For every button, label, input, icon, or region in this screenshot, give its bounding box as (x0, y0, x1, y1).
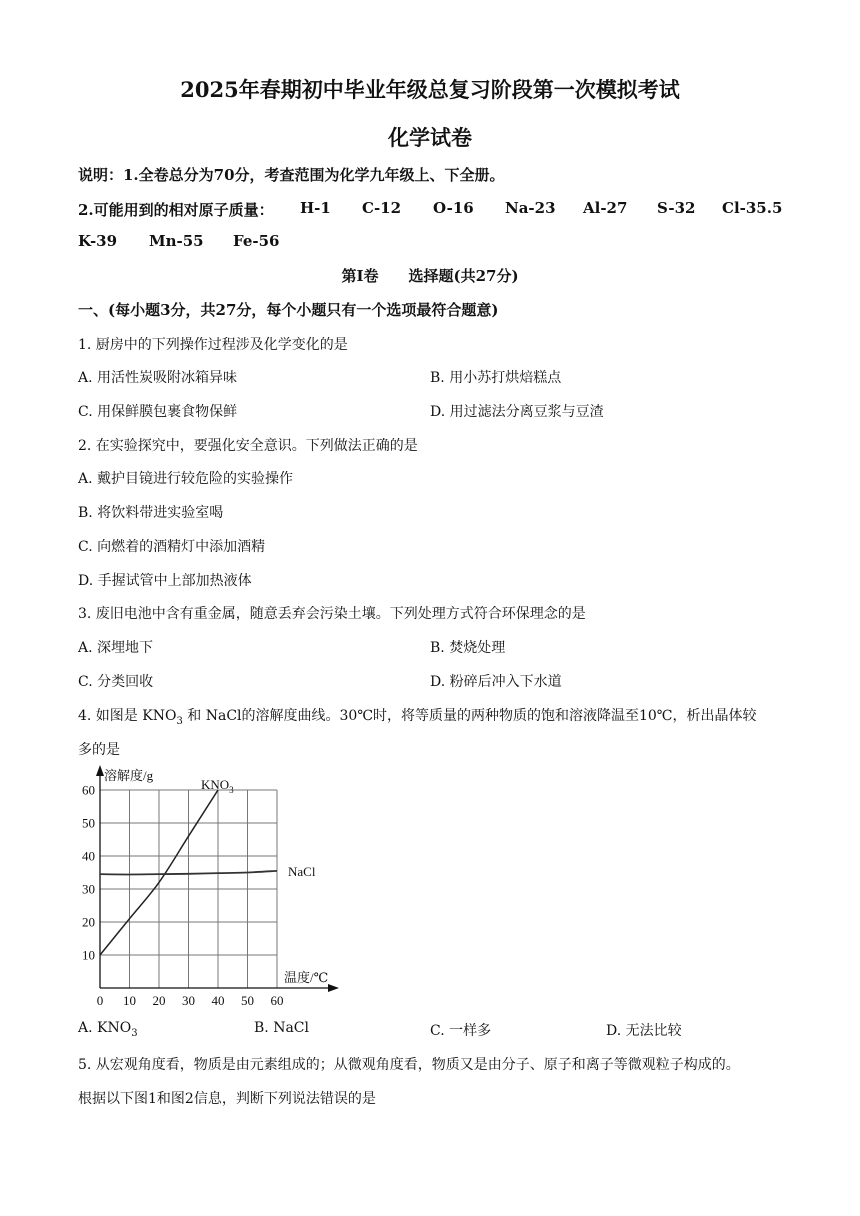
question-4-stem-line-1 (78, 705, 756, 727)
question-1-option-c: C. 用保鲜膜包裹食物保鲜 (78, 404, 238, 420)
question-2-option-d: D. 手握试管中上部加热液体 (78, 573, 252, 589)
question-3-option-a: A. 深埋地下 (78, 640, 154, 656)
y-tick-label: 20 (82, 914, 95, 930)
question-4-stem-pre: 4. 如图是 KNO (78, 708, 177, 724)
atomic-mass-al: Al-27 (583, 199, 628, 217)
x-axis-arrow (328, 984, 339, 992)
x-tick-label: 10 (123, 993, 136, 1008)
series-label-kno3-sub: 3 (229, 785, 234, 795)
question-1-stem: 1. 厨房中的下列操作过程涉及化学变化的是 (78, 337, 348, 353)
question-4-stem-post: 和 NaCl的溶解度曲线。30℃时，将等质量的两种物质的饱和溶液降温至10℃，析出晶体较 (182, 708, 757, 724)
atomic-mass-c: C-12 (362, 199, 402, 217)
instruction-note-1: 说明：1.全卷总分为70分，考查范围为化学九年级上、下全册。 (78, 166, 505, 184)
question-4-stem-line-2: 多的是 (78, 742, 120, 758)
question-1-option-b: B. 用小苏打烘焙糕点 (430, 370, 562, 386)
atomic-mass-k: K-39 (78, 232, 118, 250)
atomic-mass-s: S-32 (657, 199, 696, 217)
instruction-note-2: 2.可能用到的相对原子质量： (78, 201, 274, 219)
atomic-mass-fe: Fe-56 (233, 232, 280, 250)
exam-subtitle: 化学试卷 (388, 125, 472, 150)
question-4-option-a (78, 1020, 138, 1039)
series-label-kno3: $KNO_3$ (201, 777, 234, 795)
x-axis-label: 温度/℃ (284, 970, 329, 985)
y-tick-label: 50 (82, 815, 95, 831)
question-2-stem: 2. 在实验探究中，要强化安全意识。下列做法正确的是 (78, 438, 418, 454)
atomic-mass-na: Na-23 (505, 199, 556, 217)
y-tick-label: 30 (82, 881, 95, 897)
section-heading: 第Ⅰ卷 选择题(共27分) (341, 267, 519, 285)
atomic-mass-h: H-1 (300, 199, 331, 217)
section-instruction: 一、(每小题3分，共27分，每个小题只有一个选项最符合题意) (78, 301, 499, 319)
question-3-option-b: B. 焚烧处理 (430, 640, 506, 656)
question-4-option-c: C. 一样多 (430, 1023, 492, 1039)
x-tick-label: 30 (182, 993, 195, 1008)
exam-title: 2025年春期初中毕业年级总复习阶段第一次模拟考试 (180, 77, 680, 102)
series-label-nacl: NaCl (288, 864, 316, 879)
solubility-chart (72, 762, 352, 1017)
question-2-option-a: A. 戴护目镜进行较危险的实验操作 (78, 471, 294, 487)
x-tick-label: 20 (152, 993, 166, 1008)
atomic-mass-mn: Mn-55 (149, 232, 204, 250)
atomic-mass-cl: Cl-35.5 (722, 199, 783, 217)
y-tick-label: 10 (82, 947, 95, 963)
y-tick-label: 40 (82, 848, 95, 864)
question-2-option-b: B. 将饮料带进实验室喝 (78, 505, 224, 521)
question-2-option-c: C. 向燃着的酒精灯中添加酒精 (78, 539, 266, 555)
atomic-mass-o: O-16 (433, 199, 474, 217)
question-1-option-a: A. 用活性炭吸附冰箱异味 (78, 370, 238, 386)
question-5-stem-line-1: 5. 从宏观角度看，物质是由元素组成的；从微观角度看，物质又是由分子、原子和离子等微观粒子构成的。 (78, 1057, 740, 1073)
question-1-option-d: D. 用过滤法分离豆浆与豆渣 (430, 404, 604, 420)
question-3-option-c: C. 分类回收 (78, 674, 154, 690)
question-4-option-a-sub: 3 (131, 1027, 138, 1039)
y-axis-arrow (96, 765, 104, 776)
question-4-stem-sub: 3 (176, 715, 183, 727)
question-3-stem: 3. 废旧电池中含有重金属，随意丢弃会污染土壤。下列处理方式符合环保理念的是 (78, 606, 586, 622)
question-3-option-d: D. 粉碎后冲入下水道 (430, 674, 562, 690)
question-5-stem-line-2: 根据以下图1和图2信息，判断下列说法错误的是 (78, 1091, 376, 1107)
x-tick-label: 60 (270, 993, 284, 1008)
x-tick-label: 40 (211, 993, 225, 1008)
question-4-option-d: D. 无法比较 (606, 1023, 682, 1039)
x-tick-label: 50 (241, 993, 254, 1008)
question-4-option-b: B. NaCl (254, 1020, 309, 1036)
question-4-option-a-text: A. KNO (78, 1020, 132, 1036)
y-tick-label: 60 (82, 782, 95, 798)
y-axis-label: 溶解度/g (104, 768, 154, 783)
x-tick-label: 0 (96, 993, 104, 1008)
